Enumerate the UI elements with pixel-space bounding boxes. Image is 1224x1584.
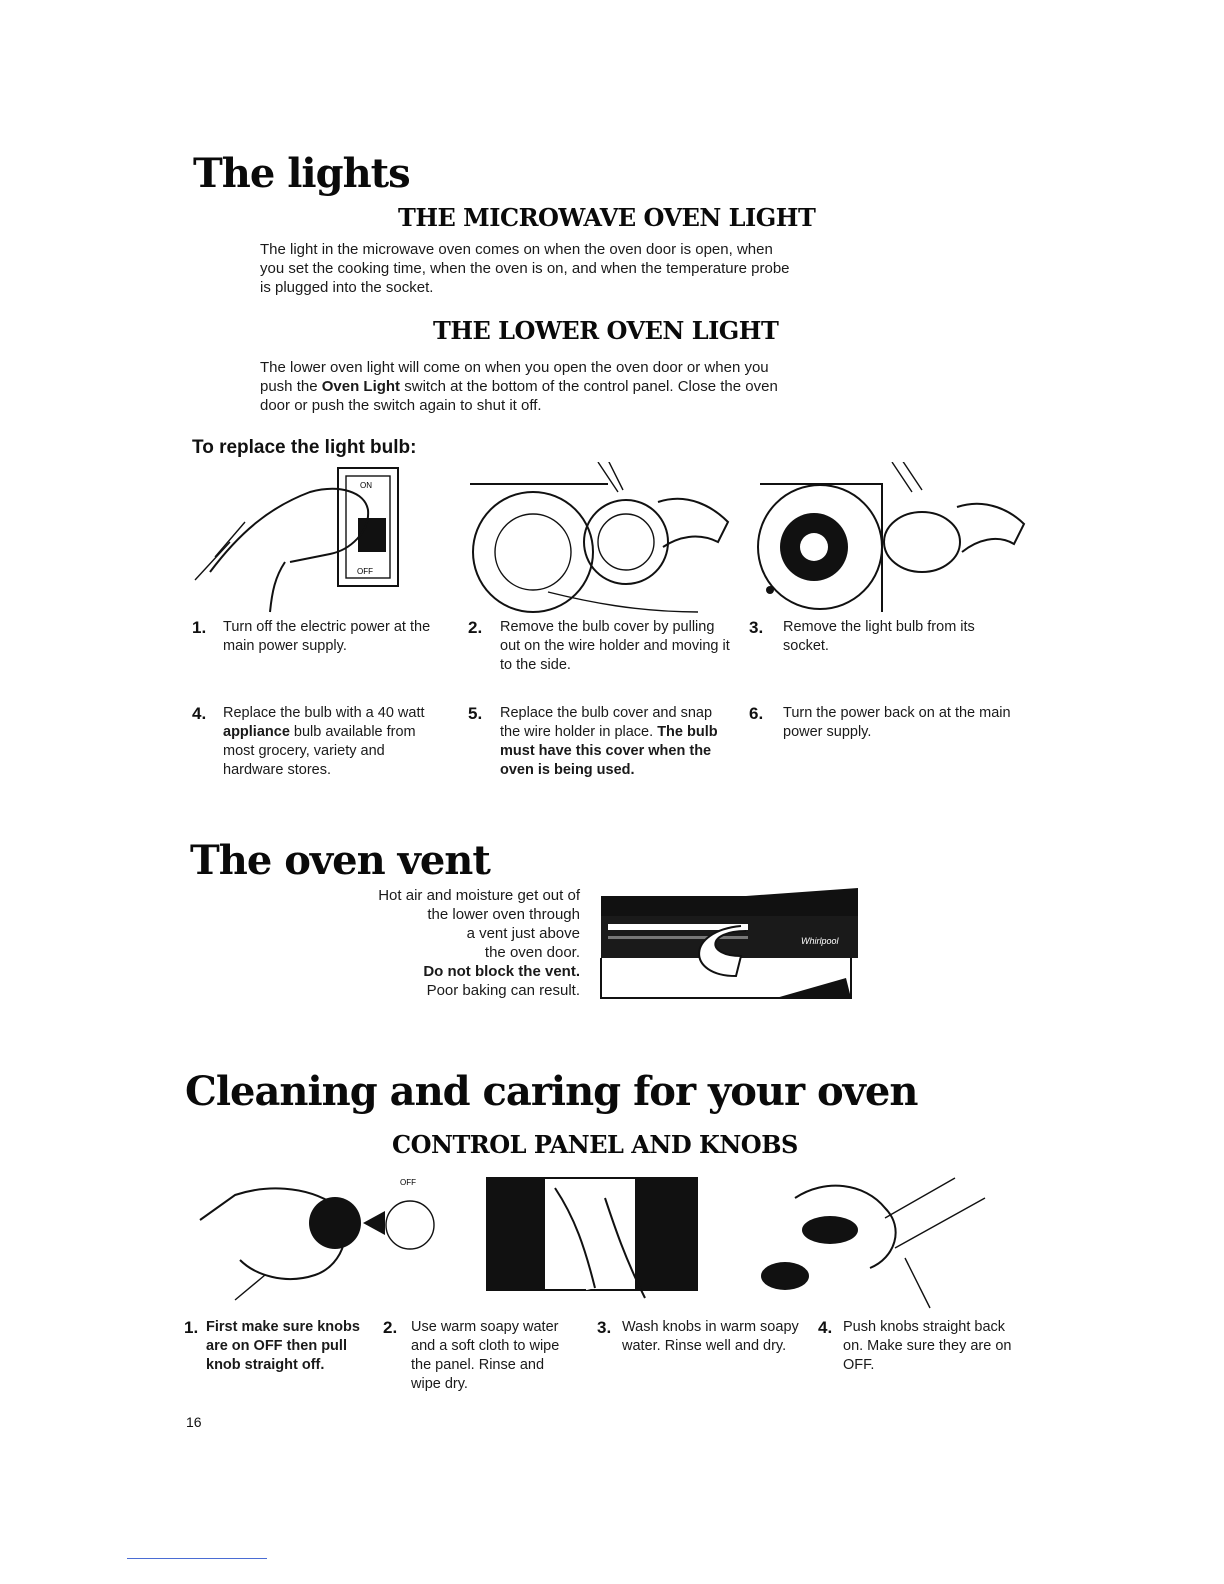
- push-knob-illustration: [755, 1158, 1005, 1313]
- microwave-light-paragraph: The light in the microwave oven comes on when the oven door is open, when you set the cooking time, when the oven is on, and when the temperature probe is plugged into the socket.: [260, 241, 790, 296]
- lower-light-heading: THE LOWER OVEN LIGHT: [433, 316, 779, 345]
- microwave-light-heading: THE MICROWAVE OVEN LIGHT: [398, 203, 816, 232]
- oven-vent-paragraph: Hot air and moisture get out of the lower oven through a vent just above the oven door. Do not block the vent. Poor baking can result.: [378, 887, 580, 999]
- wipe-panel-illustration: [485, 1168, 705, 1308]
- section-title-oven-vent: The oven vent: [190, 837, 490, 884]
- lower-light-paragraph: The lower oven light will come on when you open the oven door or when you push the Oven Light switch at the bottom of the control panel. Close the oven door or push the switch again to shut it off.: [260, 359, 778, 414]
- page-number: 16: [186, 1414, 202, 1430]
- remove-bulb-illustration: [752, 462, 1027, 617]
- remove-cover-illustration: [458, 462, 733, 617]
- switch-off-label: OFF: [357, 567, 373, 576]
- replace-bulb-heading: To replace the light bulb:: [192, 437, 417, 458]
- pull-knob-illustration: [195, 1165, 445, 1305]
- section-title-cleaning: Cleaning and caring for your oven: [185, 1068, 918, 1115]
- vent-brand-label: Whirlpool: [801, 936, 839, 946]
- knob-off-label: OFF: [400, 1178, 416, 1187]
- section-title-lights: The lights: [193, 150, 410, 197]
- oven-vent-illustration: [596, 886, 866, 1006]
- footer-rule: [127, 1558, 267, 1559]
- power-switch-illustration: [190, 462, 415, 617]
- control-panel-heading: CONTROL PANEL AND KNOBS: [392, 1130, 798, 1159]
- switch-on-label: ON: [360, 481, 372, 490]
